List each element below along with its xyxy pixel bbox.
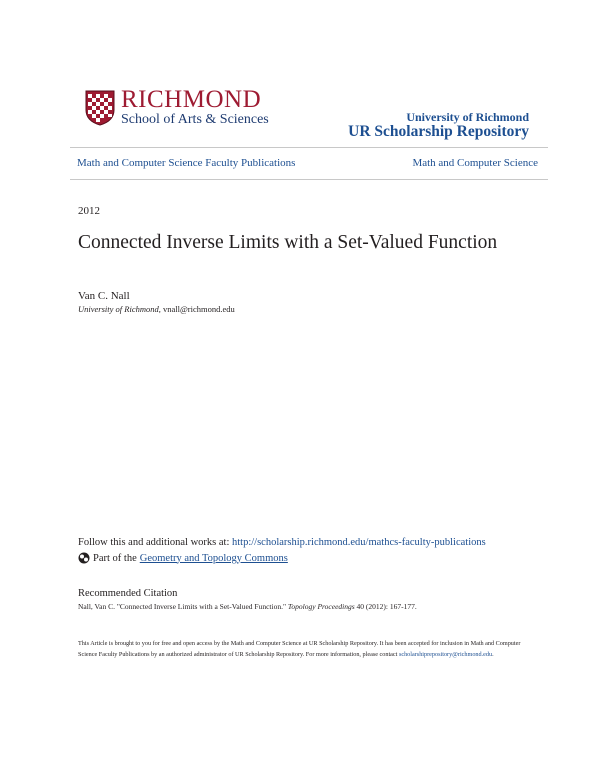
repository-university[interactable]: University of Richmond bbox=[406, 110, 529, 124]
commons-icon bbox=[78, 552, 90, 564]
citation-text bbox=[78, 602, 417, 611]
article-title: Connected Inverse Limits with a Set-Valued Function bbox=[78, 232, 498, 253]
citation-journal: Topology Proceedings bbox=[287, 602, 355, 611]
commons-link[interactable]: Geometry and Topology Commons bbox=[139, 552, 288, 564]
divider-top bbox=[70, 147, 548, 148]
contact-email-link[interactable]: scholarshiprepository@richmond.edu bbox=[398, 651, 493, 658]
author-name: Van C. Nall bbox=[78, 290, 130, 302]
follow-line bbox=[78, 537, 486, 548]
publication-year: 2012 bbox=[78, 205, 100, 217]
access-notice bbox=[78, 638, 523, 660]
author-affiliation bbox=[78, 304, 235, 314]
repository-name[interactable]: UR Scholarship Repository bbox=[348, 123, 529, 140]
department-link[interactable]: Math and Computer Science bbox=[412, 157, 538, 169]
recommended-citation-heading: Recommended Citation bbox=[78, 588, 178, 599]
part-of-prefix: Part of the bbox=[93, 552, 137, 564]
follow-prefix: Follow this and additional works at: bbox=[78, 537, 232, 548]
author-email: , vnall@richmond.edu bbox=[158, 304, 235, 314]
follow-url-link[interactable]: http://scholarship.richmond.edu/mathcs-faculty-publications bbox=[232, 537, 486, 548]
brand-subtitle: School of Arts & Sciences bbox=[121, 112, 269, 127]
citation-rest: 40 (2012): 167-177. bbox=[354, 602, 417, 611]
collection-link[interactable]: Math and Computer Science Faculty Publications bbox=[77, 157, 296, 169]
notice-end: . bbox=[492, 651, 494, 658]
university-shield-icon bbox=[85, 90, 115, 126]
citation-authors: Nall, Van C. "Connected Inverse Limits with a Set-Valued Function." bbox=[78, 602, 288, 611]
part-of-line bbox=[78, 552, 288, 564]
notice-text: This Article is brought to you for free and open access by the Math and Computer Science at UR Scholarship Repository. It has been accepted for inclusion in Math and Computer Science Faculty Publications by an authorized administrator of UR Scholarship Repository. For more information, please contact bbox=[78, 640, 521, 658]
brand-name: RICHMOND bbox=[121, 86, 262, 113]
divider-bottom bbox=[70, 179, 548, 180]
affiliation-name: University of Richmond bbox=[78, 304, 159, 314]
